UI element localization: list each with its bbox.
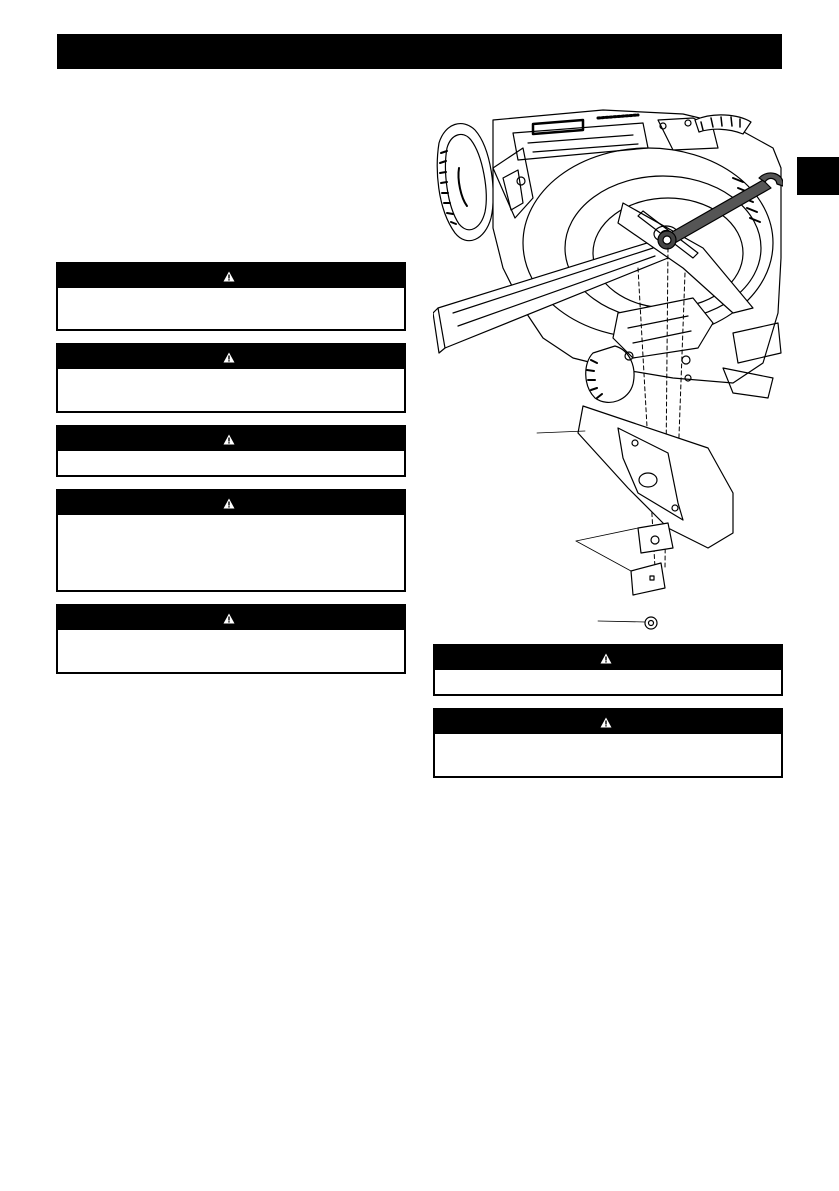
warning-notice-text xyxy=(58,515,404,523)
rear-wheel-left xyxy=(437,124,493,241)
warning-notice-3 xyxy=(56,425,406,477)
page-header-bar xyxy=(57,34,782,69)
warning-notice-text xyxy=(58,288,404,296)
warning-triangle-icon xyxy=(223,613,235,624)
warning-notice-5 xyxy=(56,604,406,674)
warning-notice-6 xyxy=(433,644,783,696)
warning-notice-1 xyxy=(56,262,406,331)
warning-notice-header xyxy=(435,710,781,734)
warning-notice-header xyxy=(58,264,404,288)
warning-triangle-icon xyxy=(600,717,612,728)
warning-notice-header xyxy=(58,345,404,369)
warning-notice-text xyxy=(58,451,404,459)
warning-notice-text xyxy=(58,369,404,377)
warning-notice-header xyxy=(58,427,404,451)
warning-notice-header xyxy=(435,646,781,670)
language-side-tab xyxy=(797,157,839,195)
mower-blade-removal-illustration xyxy=(433,108,783,643)
warning-notice-7 xyxy=(433,708,783,778)
warning-triangle-icon xyxy=(600,653,612,664)
warning-notice-header xyxy=(58,606,404,630)
warning-notice-text xyxy=(435,670,781,678)
blade-nut xyxy=(645,617,657,629)
blade-adapter-plates xyxy=(631,523,673,595)
warning-notice-4 xyxy=(56,489,406,592)
warning-triangle-icon xyxy=(223,434,235,445)
warning-triangle-icon xyxy=(223,498,235,509)
warning-triangle-icon xyxy=(223,271,235,282)
warning-notice-text xyxy=(58,630,404,638)
warning-notice-text xyxy=(435,734,781,742)
warning-notice-header xyxy=(58,491,404,515)
warning-notice-2 xyxy=(56,343,406,413)
warning-triangle-icon xyxy=(223,352,235,363)
front-wheel-left xyxy=(586,346,634,402)
